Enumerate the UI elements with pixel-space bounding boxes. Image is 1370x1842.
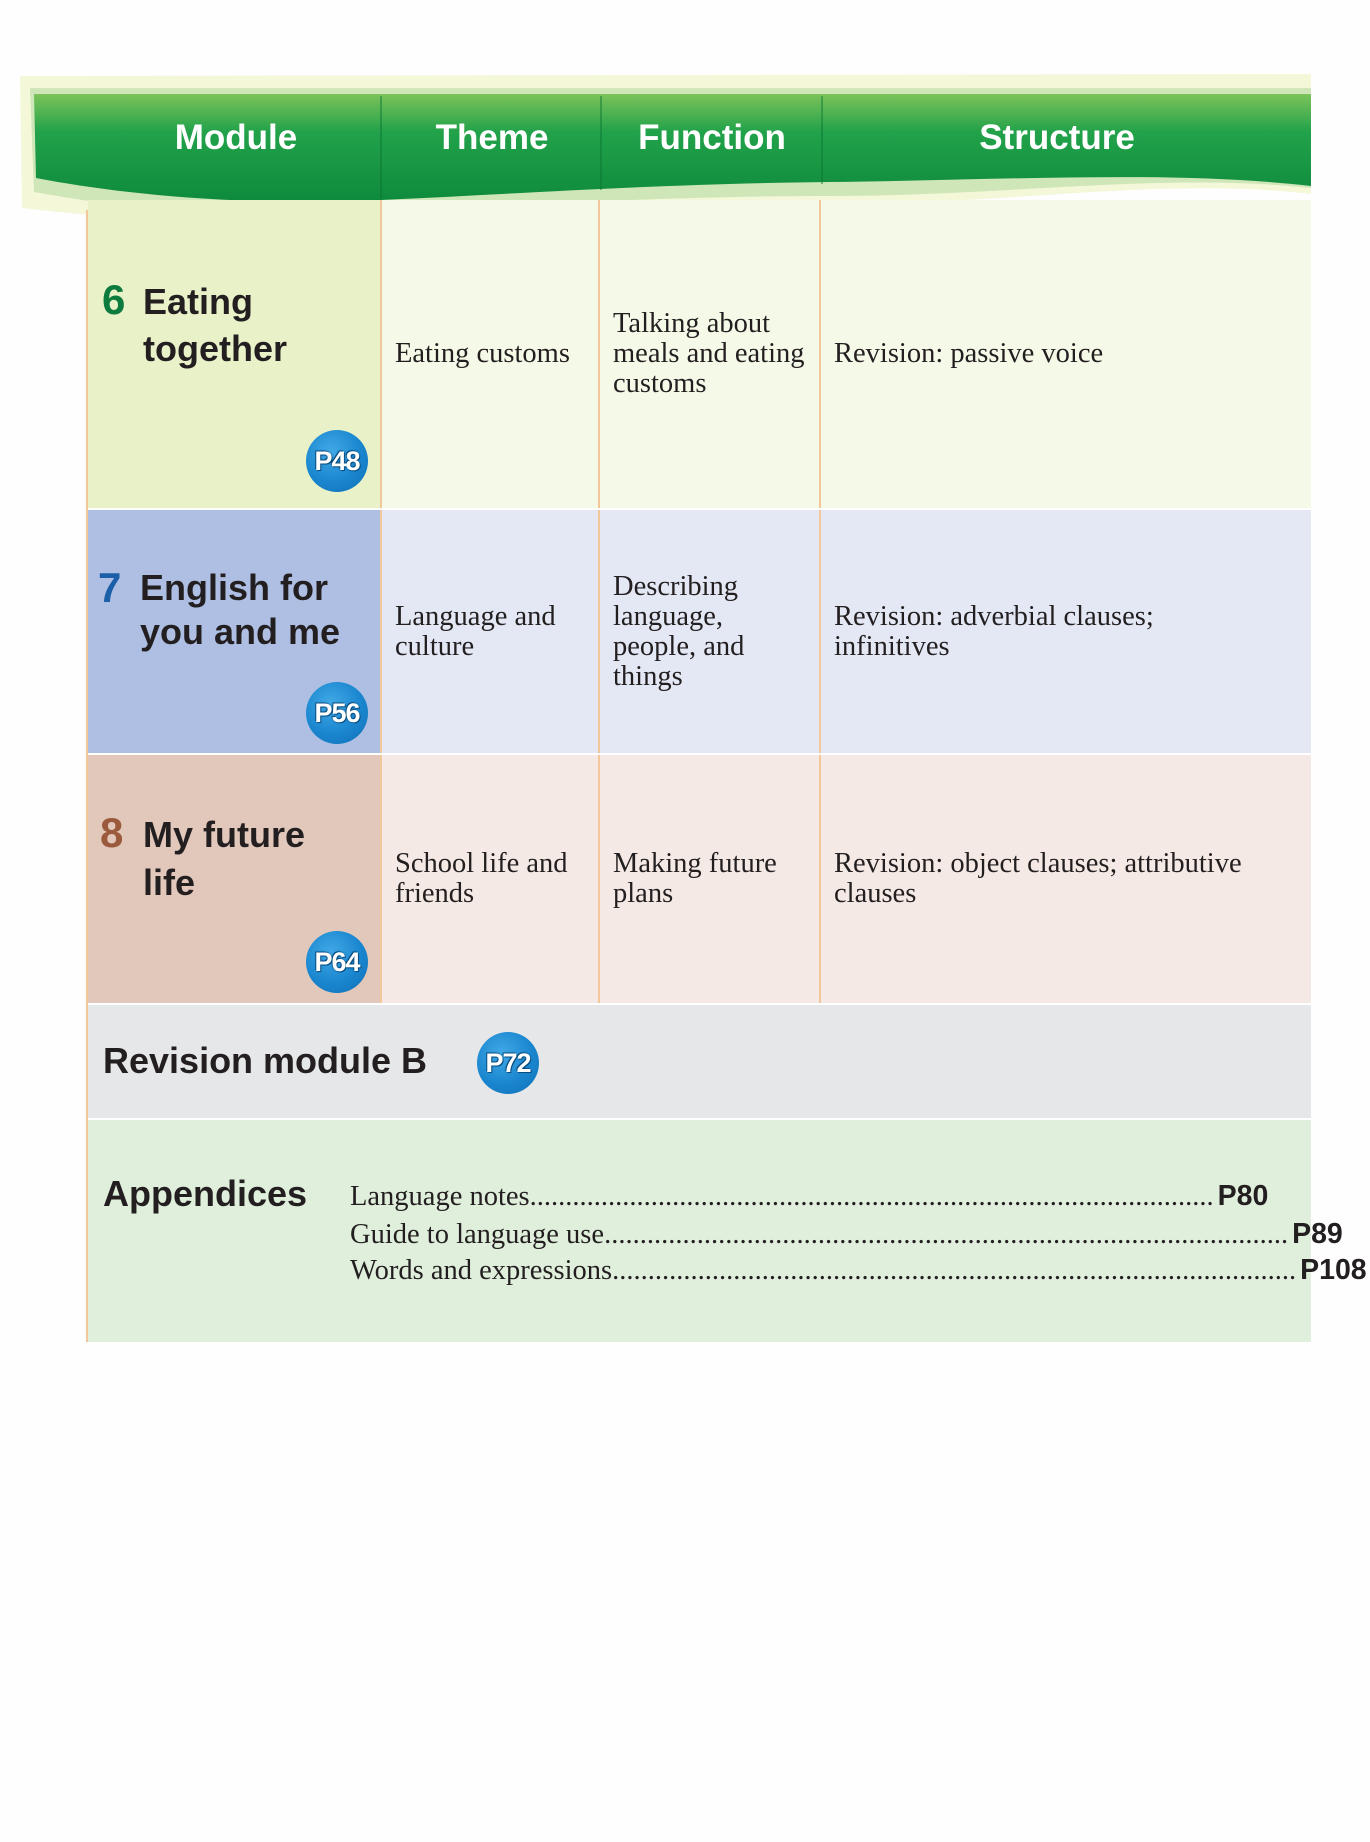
function-text: Describing language, people, and things bbox=[613, 570, 745, 692]
header-theme: Theme bbox=[435, 118, 549, 157]
appendix-item-language-notes[interactable]: Language notes ................................................................................................ P80 bbox=[350, 1180, 970, 1216]
module-row-7 bbox=[88, 510, 1311, 753]
header-structure: Structure bbox=[979, 118, 1135, 157]
module-row-6 bbox=[88, 200, 1311, 508]
header-module: Module bbox=[174, 118, 298, 157]
appendix-page: P80 bbox=[1217, 1180, 1269, 1212]
module-row-8 bbox=[88, 755, 1311, 1003]
appendix-item-guide[interactable]: Guide to language use ................................................................................................ P89 bbox=[350, 1218, 970, 1254]
leader-dots: ................................................................................................ bbox=[529, 1181, 1214, 1212]
appendices-title: Appendices bbox=[103, 1173, 308, 1214]
theme-text: Language and culture bbox=[395, 600, 556, 662]
page-badge[interactable]: P48 bbox=[306, 430, 368, 492]
structure-text: Revision: passive voice bbox=[834, 338, 1104, 369]
theme-text: Eating customs bbox=[395, 338, 570, 369]
module-number: 7 bbox=[98, 564, 122, 611]
module-number: 6 bbox=[102, 276, 126, 323]
structure-text: Revision: adverbial clauses; infinitives bbox=[834, 600, 1154, 662]
appendix-page: P108 bbox=[1300, 1254, 1367, 1286]
header-function: Function bbox=[638, 118, 786, 157]
revision-title: Revision module B bbox=[103, 1040, 428, 1081]
function-text: Talking about meals and eating customs bbox=[613, 308, 805, 399]
appendix-page: P89 bbox=[1292, 1218, 1343, 1250]
module-title: Eating together bbox=[143, 281, 287, 369]
structure-text: Revision: object clauses; attributive clauses bbox=[834, 848, 1242, 909]
module-title: My future life bbox=[143, 814, 305, 903]
leader-dots: ................................................................................................ bbox=[612, 1255, 1297, 1286]
appendix-item-words[interactable]: Words and expressions ................................................................................................ P108 bbox=[350, 1254, 970, 1290]
page-badge[interactable]: P56 bbox=[306, 682, 368, 744]
page-badge[interactable]: P72 bbox=[477, 1032, 539, 1094]
module-title: English for you and me bbox=[140, 567, 341, 652]
theme-text: School life and friends bbox=[395, 848, 568, 909]
function-text: Making future plans bbox=[613, 848, 777, 909]
leader-dots: ................................................................................................ bbox=[604, 1219, 1289, 1250]
page-badge[interactable]: P64 bbox=[306, 931, 368, 993]
module-number: 8 bbox=[100, 809, 124, 856]
